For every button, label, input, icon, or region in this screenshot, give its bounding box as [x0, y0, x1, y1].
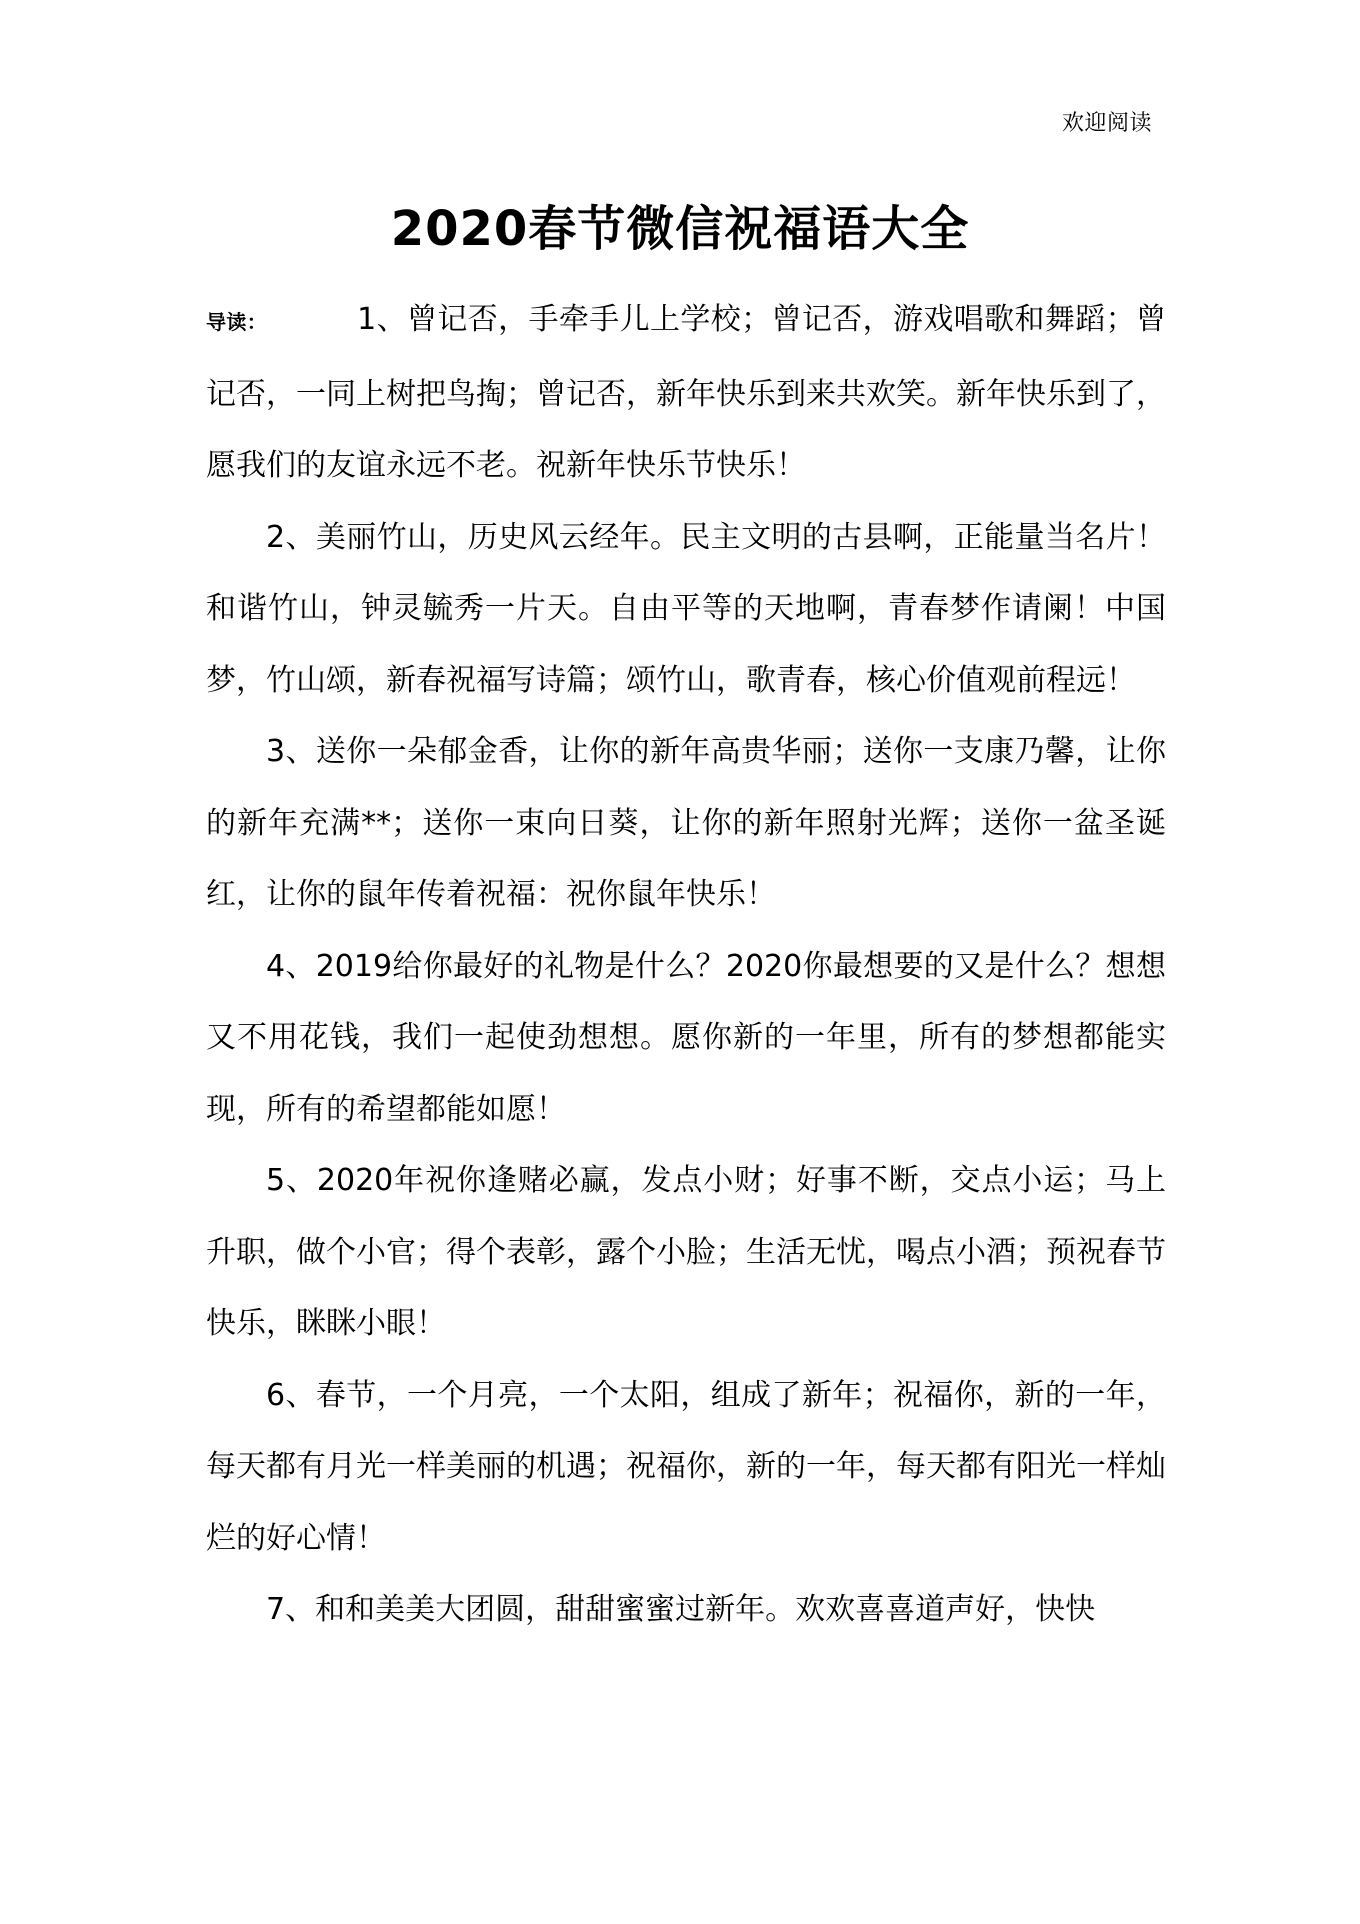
paragraph-6: 6、春节，一个月亮，一个太阳，组成了新年；祝福你，新的一年，每天都有月光一样美丽的机遇；祝福你，新的一年，每天都有阳光一样灿烂的好心情！: [206, 1377, 1166, 1556]
page-title: 2020春节微信祝福语大全: [390, 201, 970, 257]
paragraph-4: 4、2019给你最好的礼物是什么？2020你最想要的又是什么？想想又不用花钱，我们一起使劲想想。愿你新的一年里，所有的梦想都能实现，所有的希望都能如愿！: [206, 948, 1166, 1127]
paragraph-2: 2、美丽竹山，历史风云经年。民主文明的古县啊，正能量当名片！和谐竹山，钟灵毓秀一片天。自由平等的天地啊，青春梦作请阑！中国梦，竹山颂，新春祝福写诗篇；颂竹山，歌青春，核心价值观前程远！: [206, 519, 1166, 698]
paragraph-3: 3、送你一朵郁金香，让你的新年高贵华丽；送你一支康乃馨，让你的新年充满**；送你一束向日葵，让你的新年照射光辉；送你一盆圣诞红，让你的鼠年传着祝福：祝你鼠年快乐！: [206, 734, 1166, 912]
lead-text: 1、曾记否，手牵手儿上学校；曾记否，游戏唱歌和舞蹈；曾记否，一同上树把鸟掏；曾记否，新年快乐到来共欢笑。新年快乐到了，愿我们的友谊永远不老。祝新年快乐节快乐！: [206, 302, 1167, 483]
paragraph-7: 7、和和美美大团圆，甜甜蜜蜜过新年。欢欢喜喜道声好，快快: [266, 1592, 1096, 1627]
paragraph-5: 5、2020年祝你逢赌必赢，发点小财；好事不断，交点小运；马上升职，做个小官；得个表彰，露个小脸；生活无忧，喝点小酒；预祝春节快乐，眯眯小眼！: [206, 1163, 1166, 1341]
document-body: [206, 284, 1166, 1646]
lead-paragraph: [206, 284, 1166, 502]
lead-label: 导读：: [206, 310, 268, 334]
header-note: 欢迎阅读: [1061, 111, 1152, 136]
